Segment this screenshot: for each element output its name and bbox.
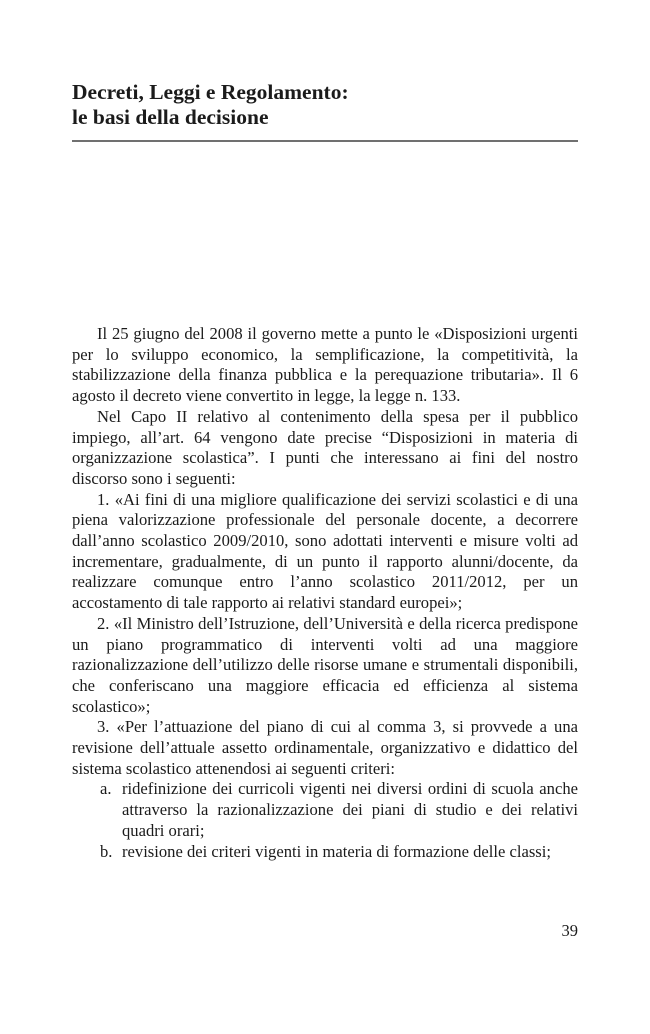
page-title-line-2: le basi della decisione bbox=[72, 105, 269, 129]
list-item-a bbox=[72, 779, 578, 841]
page-footer bbox=[562, 921, 579, 941]
list-marker-b: b. bbox=[100, 841, 113, 861]
paragraph-point-3: 3. «Per l’attuazione del piano di cui al comma 3, si provvede a una revisione dell’attuale assetto ordinamentale, organizzativo e didattico del sistema scolastico attenendosi ai seguenti criteri: bbox=[72, 717, 578, 778]
body-text bbox=[72, 324, 578, 862]
page-number: 39 bbox=[561, 921, 578, 940]
list-text-a: ridefinizione dei curricoli vigenti nei diversi ordini di scuola anche attraverso la razionalizzazione dei piani di studio e dei relativi quadri orari; bbox=[122, 779, 578, 840]
list-item-b bbox=[72, 842, 578, 863]
list-marker-a: a. bbox=[100, 779, 112, 799]
paragraph-capo-ii: Nel Capo II relativo al contenimento della spesa per il pubblico impiego, all’art. 64 vengono date precise “Disposizioni in materia di organizzazione scolastica”. I punti che interessano ai fini del nostro discorso sono i seguenti: bbox=[72, 406, 578, 488]
list-text-b: revisione dei criteri vigenti in materia di formazione delle classi; bbox=[122, 841, 551, 861]
page-title bbox=[72, 80, 578, 130]
title-rule bbox=[72, 140, 578, 142]
paragraph-point-2: 2. «Il Ministro dell’Istruzione, dell’Università e della ricerca predispone un piano programmatico di interventi volti ad una maggiore razionalizzazione dell’utilizzo delle risorse umane e strumentali disponibili, che conferiscano una maggiore efficacia ed efficienza al sistema scolastico»; bbox=[72, 613, 578, 716]
paragraph-intro: Il 25 giugno del 2008 il governo mette a punto le «Disposizioni urgenti per lo sviluppo economico, la semplificazione, la competitività, la stabilizzazione della finanza pubblica e la perequazione tributaria». Il 6 agosto il decreto viene convertito in legge, la legge n. 133. bbox=[72, 324, 578, 406]
paragraph-point-1: 1. «Ai fini di una migliore qualificazione dei servizi scolastici e di una piena valorizzazione professionale del personale docente, a decorrere dall’anno scolastico 2009/2010, sono adottati interventi e misure volti ad incrementare, gradualmente, di un punto il rapporto alunni/docente, da realizzare comunque entro l’anno scolastico 2011/2012, per un accostamento di tale rapporto ai relativi standard europei»; bbox=[72, 489, 578, 613]
chapter-header bbox=[72, 80, 578, 142]
page-title-line-1: Decreti, Leggi e Regolamento: bbox=[72, 80, 349, 104]
